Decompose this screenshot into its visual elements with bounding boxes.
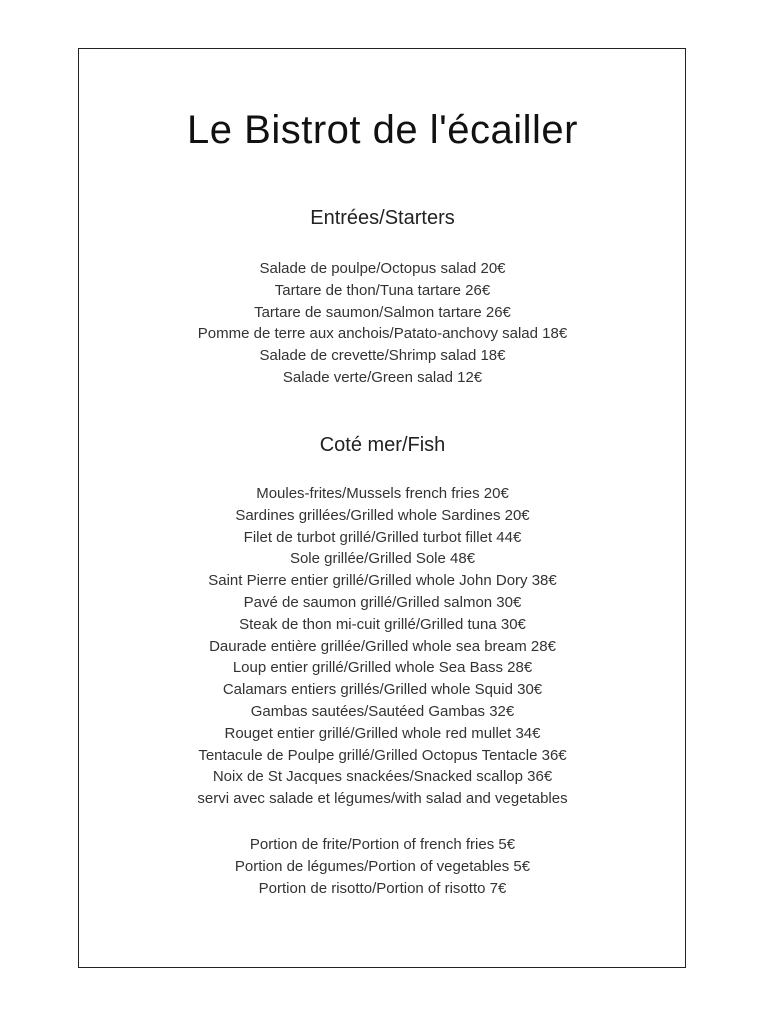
menu-item: Tartare de saumon/Salmon tartare 26€ xyxy=(254,303,511,321)
menu-item: Salade de poulpe/Octopus salad 20€ xyxy=(259,260,506,277)
menu-item: Portion de risotto/Portion of risotto 7€ xyxy=(258,879,507,897)
starters-heading: Entrées/Starters xyxy=(310,207,455,229)
menu-item: Portion de légumes/Portion of vegetables 5€ xyxy=(234,857,531,875)
menu-item: Gambas sautées/Sautéed Gambas 32€ xyxy=(250,702,515,720)
menu-item: Pomme de terre aux anchois/Patato-anchovy salad 18€ xyxy=(197,325,568,343)
fish-heading: Coté mer/Fish xyxy=(319,434,446,456)
menu-item: Loup entier grillé/Grilled whole Sea Bass 28€ xyxy=(232,659,533,677)
menu-item: Sardines grillées/Grilled whole Sardines 20€ xyxy=(235,506,530,524)
menu-item: Tentacule de Poulpe grillé/Grilled Octopus Tentacle 36€ xyxy=(198,746,567,764)
sides-list xyxy=(0,834,765,899)
menu-item: Calamars entiers grillés/Grilled whole Squid 30€ xyxy=(222,681,543,699)
menu-item: Portion de frite/Portion of french fries 5€ xyxy=(249,836,516,853)
menu-item: Sole grillée/Grilled Sole 48€ xyxy=(289,550,476,568)
menu-item: Salade verte/Green salad 12€ xyxy=(282,368,483,386)
menu-item: Noix de St Jacques snackées/Snacked scallop 36€ xyxy=(212,768,553,786)
fish-list xyxy=(0,483,765,810)
menu-item: Rouget entier grillé/Grilled whole red mullet 34€ xyxy=(224,724,541,742)
menu-item: Saint Pierre entier grillé/Grilled whole John Dory 38€ xyxy=(208,572,557,590)
menu-item: Salade de crevette/Shrimp salad 18€ xyxy=(259,347,506,365)
starters-list xyxy=(0,258,765,389)
menu-item: Daurade entière grillée/Grilled whole sea bream 28€ xyxy=(209,637,556,655)
restaurant-title: Le Bistrot de l'écailler xyxy=(187,108,578,152)
menu-item: Tartare de thon/Tuna tartare 26€ xyxy=(274,281,491,299)
menu-item: Pavé de saumon grillé/Grilled salmon 30€ xyxy=(243,593,522,611)
served-with-note: servi avec salade et légumes/with salad and vegetables xyxy=(197,790,568,808)
menu-item: Filet de turbot grillé/Grilled turbot fillet 44€ xyxy=(243,528,522,546)
menu-item: Moules-frites/Mussels french fries 20€ xyxy=(256,485,509,502)
menu-item: Steak de thon mi-cuit grillé/Grilled tuna 30€ xyxy=(239,615,526,633)
